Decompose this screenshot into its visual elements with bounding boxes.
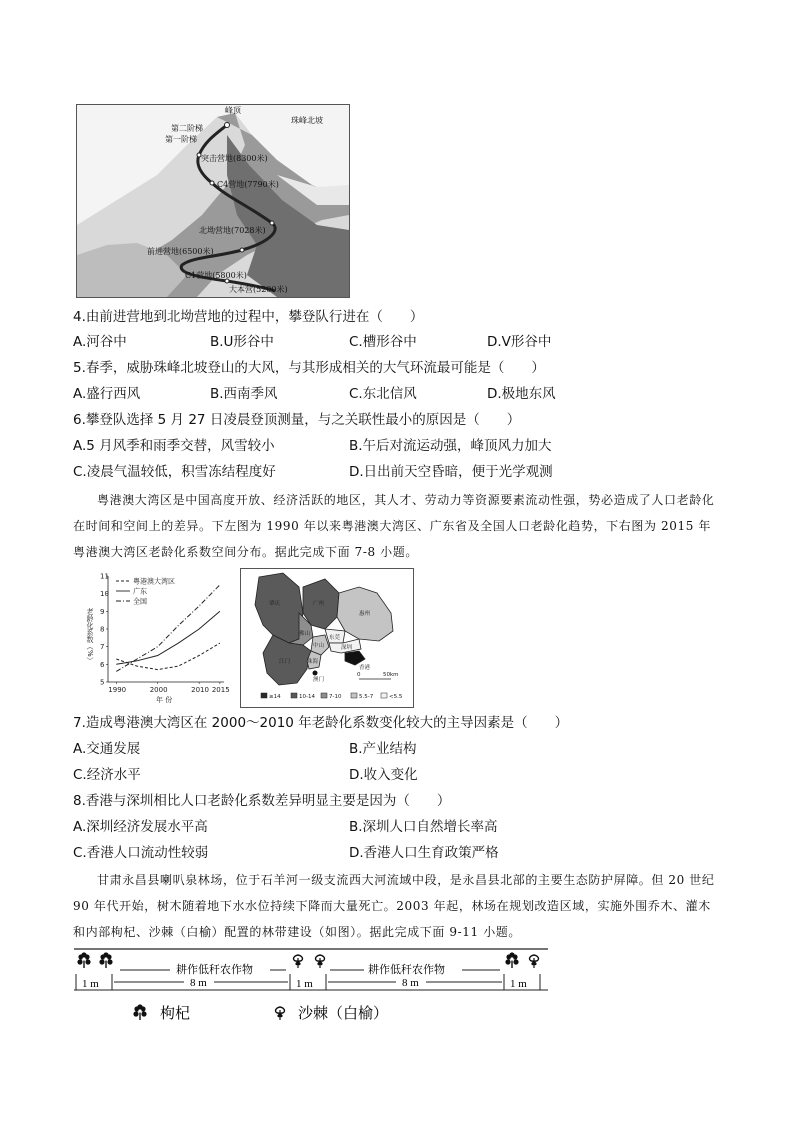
q5-option-b: B.西南季风	[210, 386, 278, 402]
width-label-1m-2: 1 m	[296, 978, 313, 990]
shaji-icon	[276, 1007, 285, 1020]
series-line-2	[116, 585, 220, 672]
map-legend-swatch-1	[291, 693, 297, 698]
gouqi-plant-icon	[505, 952, 518, 968]
gouqi-plant-icon	[99, 952, 112, 968]
map-legend-label-3: 5.5-7	[359, 694, 374, 700]
x-tick-label: 2010	[191, 686, 209, 694]
map-region-macau	[313, 671, 318, 676]
width-label-1m-1: 1 m	[82, 978, 99, 990]
map-label-zhongshan: 中山	[313, 643, 325, 649]
x-tick-label: 1990	[108, 686, 127, 694]
legend-label-2: 全国	[133, 597, 147, 606]
map-legend-swatch-0	[261, 693, 267, 698]
x-axis-label: 年 份	[156, 696, 173, 704]
map-label-dongguan: 东莞	[329, 635, 341, 641]
label-base-camp: 大本营(5200米)	[229, 285, 288, 294]
q4-option-a: A.河谷中	[73, 334, 127, 350]
passage-forest-farm: 甘肃永昌县喇叭泉林场，位于石羊河一级支流西大河流域中段，是永昌县北部的主要生态防护屏障。但 20 世纪 90 年代开始，树木随着地下水水位持续下降而大量死亡。2003 年起，林场在规划改造区域，实施外围乔木、灌木和内部枸杞、沙棘（白榆）配置的林带建设（如图）。据此完成下面 9-11 小题。	[73, 873, 715, 939]
everest-route-illustration	[77, 105, 349, 297]
label-c1-camp: C1营地(5800米)	[185, 271, 247, 280]
question-7-stem: 7.造成粤港澳大湾区在 2000～2010 年老龄化系数变化较大的主导因素是（ ）	[73, 715, 569, 731]
width-label-8m-1: 8 m	[190, 977, 207, 989]
question-5-stem: 5.春季，威胁珠峰北坡登山的大风，与其形成相关的大气环流最可能是（ ）	[73, 360, 545, 376]
label-assault-camp: 突击营地(8300米)	[201, 154, 268, 163]
shaji-plant-icon	[316, 955, 325, 968]
series-line-1	[116, 611, 220, 664]
q6-option-d: D.日出前天空昏暗，便于光学观测	[349, 464, 553, 480]
map-label-foshan: 佛山	[299, 631, 311, 637]
q4-option-b: B.U形谷中	[210, 334, 274, 350]
map-legend-label-1: 10-14	[299, 694, 315, 700]
shaji-plant-icon	[294, 955, 303, 968]
q7-option-d: D.收入变化	[349, 767, 418, 783]
y-tick-label: 5	[100, 678, 105, 687]
map-label-hongkong: 香港	[359, 665, 371, 671]
map-label-jiangmen: 江门	[279, 659, 291, 665]
map-legend-swatch-4	[381, 693, 387, 698]
map-label-shenzhen: 深圳	[341, 645, 353, 651]
legend-shaji-label: 沙棘（白榆）	[298, 1004, 389, 1022]
map-legend-swatch-2	[321, 693, 327, 698]
map-scale-50km: 50km	[383, 672, 399, 678]
x-tick-label: 2015	[211, 686, 230, 694]
legend-label-1: 广东	[133, 587, 147, 596]
q6-option-b: B.午后对流运动强，峰顶风力加大	[349, 438, 552, 454]
map-label-macau: 澳门	[313, 677, 325, 683]
q4-option-d: D.V形谷中	[487, 334, 552, 350]
legend-gouqi-label: 枸杞	[160, 1004, 191, 1022]
question-4-stem: 4.由前进营地到北坳营地的过程中，攀登队行进在（ ）	[73, 309, 424, 325]
map-legend-label-2: 7-10	[329, 694, 342, 700]
forest-belt-figure	[74, 944, 554, 1028]
label-second-step: 第二阶梯	[171, 124, 203, 133]
q8-option-a: A.深圳经济发展水平高	[73, 819, 208, 835]
map-label-huizhou: 惠州	[359, 611, 371, 617]
gba-map-svg	[241, 569, 413, 707]
q5-option-d: D.极地东风	[487, 386, 556, 402]
question-6-stem: 6.攀登队选择 5 月 27 日凌晨登顶测量，与之关联性最小的原因是（ ）	[73, 412, 521, 428]
map-legend-swatch-3	[351, 693, 357, 698]
q6-option-c: C.凌晨气温较低，积雪冻结程度好	[73, 464, 276, 480]
q8-option-b: B.深圳人口自然增长率高	[349, 819, 498, 835]
everest-route-figure	[76, 104, 350, 298]
width-label-1m-3: 1 m	[510, 978, 527, 990]
series-line-0	[116, 643, 220, 670]
q7-option-b: B.产业结构	[349, 741, 417, 757]
label-first-step: 第一阶梯	[165, 135, 197, 144]
aging-trend-chart	[80, 568, 230, 704]
aging-distribution-map	[240, 568, 414, 708]
y-tick-label: 9	[100, 607, 105, 616]
y-axis-label: 老龄化系数（%）	[86, 608, 94, 664]
gouqi-plant-icon	[77, 952, 90, 968]
y-tick-label: 7	[100, 643, 105, 652]
map-legend-label-0: ≥14	[269, 694, 281, 700]
label-north-slope: 珠峰北坡	[291, 116, 323, 125]
shaji-plant-icon	[530, 955, 539, 968]
map-label-zhuhai: 珠海	[307, 659, 319, 665]
y-tick-label: 8	[100, 625, 105, 634]
q5-option-a: A.盛行西风	[73, 386, 141, 402]
aging-trend-svg	[80, 568, 230, 704]
label-advance-camp: 前进营地(6500米)	[147, 247, 214, 256]
map-scale-0: 0	[357, 672, 361, 678]
q6-option-a: A.5 月风季和雨季交替，风雪较小	[73, 438, 275, 454]
y-tick-label: 10	[100, 590, 109, 599]
gouqi-icon	[133, 1004, 146, 1020]
map-legend-label-4: <5.5	[389, 694, 403, 700]
width-label-8m-2: 8 m	[402, 977, 419, 989]
map-region-zhaoqing	[255, 573, 303, 643]
map-label-zhaoqing: 肇庆	[269, 601, 281, 607]
q4-option-c: C.槽形谷中	[349, 334, 417, 350]
question-8-stem: 8.香港与深圳相比人口老龄化系数差异明显主要是因为（ ）	[73, 793, 451, 809]
legend-label-0: 粤港澳大湾区	[133, 577, 175, 586]
q7-option-c: C.经济水平	[73, 767, 141, 783]
q5-option-c: C.东北信风	[349, 386, 417, 402]
crop-label-2: 耕作低秆农作物	[368, 964, 445, 976]
q8-option-c: C.香港人口流动性较弱	[73, 845, 209, 861]
map-legend	[261, 693, 403, 700]
map-label-guangzhou: 广州	[313, 601, 325, 607]
map-region-hongkong	[345, 651, 365, 665]
q8-option-d: D.香港人口生育政策严格	[349, 845, 499, 861]
crop-label-1: 耕作低秆农作物	[176, 964, 253, 976]
forest-belt-svg	[74, 944, 554, 1028]
y-tick-label: 6	[100, 660, 105, 669]
passage-greater-bay-area: 粤港澳大湾区是中国高度开放、经济活跃的地区，其人才、劳动力等资源要素流动性强，势必造成了人口老龄化在时间和空间上的差异。下左图为 1990 年以来粤港澳大湾区、广东省及全国人口老龄化趋势，下右图为 2015 年粤港澳大湾区老龄化系数空间分布。据此完成下面 7-8 小题。	[73, 493, 715, 559]
label-summit: 峰顶	[225, 106, 241, 115]
label-c4-camp: C4营地(7790米)	[217, 180, 279, 189]
q7-option-a: A.交通发展	[73, 741, 141, 757]
y-tick-label: 11	[100, 572, 109, 581]
label-north-col-camp: 北坳营地(7028米)	[199, 226, 266, 235]
x-tick-label: 2000	[149, 686, 168, 694]
